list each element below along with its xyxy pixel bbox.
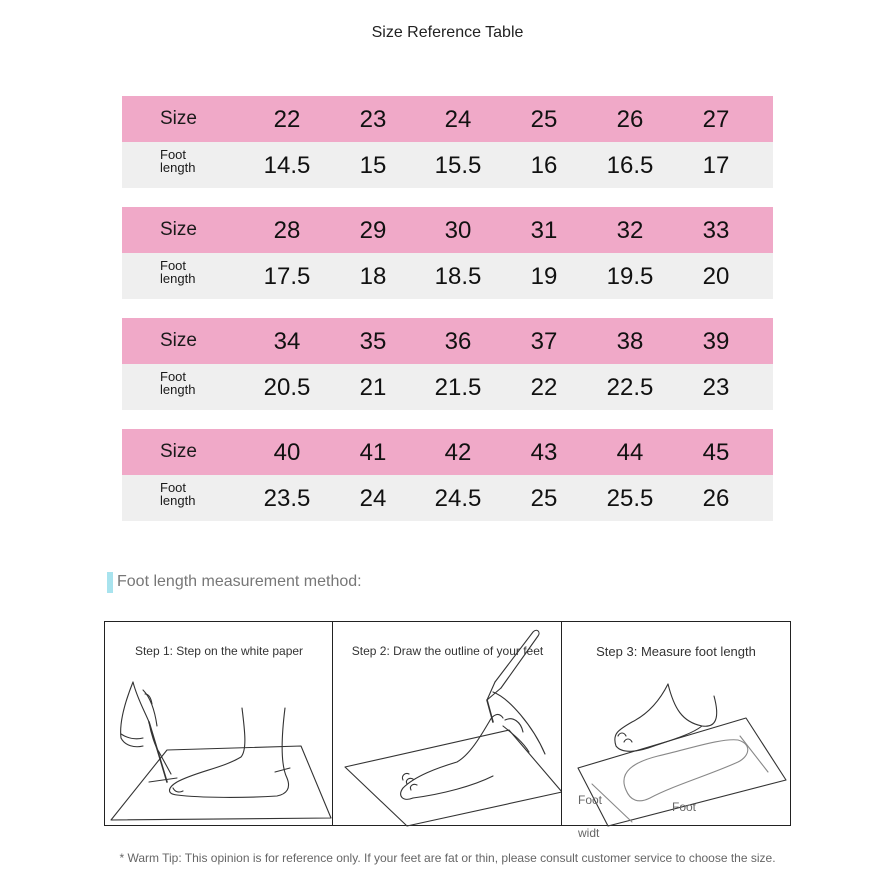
step-2-caption: Step 2: Draw the outline of your feet	[351, 644, 544, 658]
foot-width-label-2: widt	[578, 826, 600, 840]
step-1-panel	[104, 621, 334, 826]
size-cell: 43	[530, 439, 558, 466]
step-3-caption: Step 3: Measure foot length	[596, 644, 756, 659]
foot-length-cell: 20	[702, 263, 730, 290]
foot-length-cell: 25.5	[606, 485, 654, 512]
foot-length-cell: 23.5	[263, 485, 311, 512]
foot-width-label-1: Foot	[578, 793, 603, 807]
size-row	[122, 318, 773, 364]
size-row	[122, 207, 773, 253]
step-1-illustration	[105, 622, 335, 827]
step-2-panel	[332, 621, 563, 826]
size-row	[122, 96, 773, 142]
foot-length-row-label	[160, 259, 195, 285]
foot-label-line1: Foot	[160, 147, 187, 162]
size-cell: 31	[530, 217, 558, 244]
foot-length-cell: 23	[702, 374, 730, 401]
foot-label-line2: length	[160, 271, 196, 286]
accent-bar	[107, 572, 113, 593]
size-cell: 32	[616, 217, 644, 244]
foot-label-line2: length	[160, 493, 196, 508]
size-cell: 38	[616, 328, 644, 355]
size-cell: 33	[702, 217, 730, 244]
size-cell: 45	[702, 439, 730, 466]
foot-length-cell: 18.5	[434, 263, 482, 290]
foot-length-cell: 14.5	[263, 152, 311, 179]
size-cell: 40	[273, 439, 301, 466]
size-cell: 42	[444, 439, 472, 466]
foot-length-row-label	[160, 481, 195, 507]
foot-label-line1: Foot	[160, 258, 187, 273]
foot-length-cell: 26	[702, 485, 730, 512]
foot-label-line2: length	[160, 160, 196, 175]
size-row-label: Size	[160, 330, 197, 351]
foot-length-row-label	[160, 148, 195, 174]
foot-length-cell: 24	[359, 485, 387, 512]
size-cell: 37	[530, 328, 558, 355]
size-cell: 44	[616, 439, 644, 466]
size-cell: 39	[702, 328, 730, 355]
size-cell: 34	[273, 328, 301, 355]
size-cell: 30	[444, 217, 472, 244]
foot-length-cell: 20.5	[263, 374, 311, 401]
size-cell: 36	[444, 328, 472, 355]
size-cell: 29	[359, 217, 387, 244]
size-cell: 35	[359, 328, 387, 355]
foot-length-row-label	[160, 370, 195, 396]
foot-length-cell: 19	[530, 263, 558, 290]
step-1-caption: Step 1: Step on the white paper	[134, 644, 304, 658]
size-cell: 24	[444, 106, 472, 133]
size-table	[122, 429, 773, 521]
size-cell: 23	[359, 106, 387, 133]
step-2-illustration	[333, 622, 564, 827]
foot-length-row	[122, 253, 773, 299]
warm-tip: * Warm Tip: This opinion is for reference only. If your feet are fat or thin, please consult customer service to choose the size.	[119, 851, 776, 865]
size-cell: 41	[359, 439, 387, 466]
foot-length-cell: 16	[530, 152, 558, 179]
size-cell: 25	[530, 106, 558, 133]
method-heading-text: Foot length measurement method:	[117, 573, 362, 590]
size-cell: 22	[273, 106, 301, 133]
foot-length-cell: 25	[530, 485, 558, 512]
foot-length-row	[122, 475, 773, 521]
size-table	[122, 96, 773, 188]
size-row-label: Size	[160, 441, 197, 462]
foot-length-cell: 21.5	[434, 374, 482, 401]
foot-length-cell: 15.5	[434, 152, 482, 179]
foot-length-row	[122, 364, 773, 410]
foot-length-cell: 16.5	[606, 152, 654, 179]
foot-label-line1: Foot	[160, 480, 187, 495]
size-cell: 27	[702, 106, 730, 133]
foot-label-line1: Foot	[160, 369, 187, 384]
foot-label-line2: length	[160, 382, 196, 397]
size-row-label: Size	[160, 108, 197, 129]
foot-length-cell: 22.5	[606, 374, 654, 401]
size-cell: 28	[273, 217, 301, 244]
foot-length-cell: 24.5	[434, 485, 482, 512]
size-row-label: Size	[160, 219, 197, 240]
foot-length-cell: 19.5	[606, 263, 654, 290]
foot-length-cell: 21	[359, 374, 387, 401]
foot-length-cell: 22	[530, 374, 558, 401]
size-table	[122, 318, 773, 410]
foot-length-row	[122, 142, 773, 188]
size-cell: 26	[616, 106, 644, 133]
page-title: Size Reference Table	[371, 24, 524, 41]
foot-length-cell: 17	[702, 152, 730, 179]
foot-length-cell: 18	[359, 263, 387, 290]
size-row	[122, 429, 773, 475]
foot-length-label-1: Foot	[672, 800, 697, 814]
foot-length-cell: 17.5	[263, 263, 311, 290]
step-3-panel	[561, 621, 791, 840]
foot-length-cell: 15	[359, 152, 387, 179]
size-table	[122, 207, 773, 299]
